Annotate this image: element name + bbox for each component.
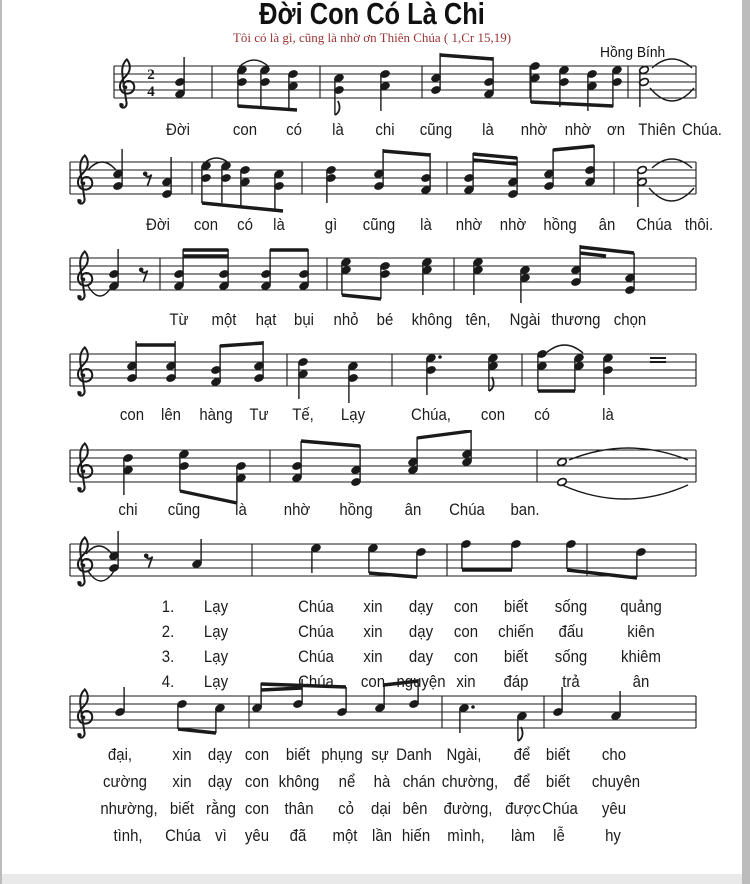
lyric-syllable: dại xyxy=(371,799,391,818)
lyric-syllable: con xyxy=(244,799,270,818)
augmentation-dot xyxy=(471,705,475,709)
beam xyxy=(383,151,430,155)
lyric-syllable: biết xyxy=(545,772,571,791)
lyric-syllable: hy xyxy=(605,826,621,845)
treble-clef-icon xyxy=(120,59,135,107)
lyric-syllable: con xyxy=(193,215,219,234)
lyric-syllable: lễ xyxy=(553,826,565,845)
lyric-syllable: Lạy xyxy=(203,647,229,666)
lyric-syllable: để xyxy=(513,745,531,764)
beam xyxy=(473,154,517,158)
staff-system-2 xyxy=(2,142,742,220)
verse-continuation-line-2 xyxy=(2,772,742,794)
verse-line-4 xyxy=(2,672,742,694)
lyric-syllable: con xyxy=(244,745,270,764)
lyric-syllable: ân xyxy=(632,672,650,691)
lyric-syllable: nể xyxy=(338,772,356,791)
lyric-syllable: biết xyxy=(169,799,195,818)
lyric-syllable: hạt xyxy=(255,310,277,329)
lyric-syllable: gì xyxy=(324,215,338,234)
verse-number: 3. xyxy=(161,647,175,666)
lyric-syllable: xin xyxy=(363,647,383,666)
lyric-syllable: Lạy xyxy=(340,405,366,424)
viewer-right-edge xyxy=(742,0,750,884)
lyric-syllable: xin xyxy=(456,672,476,691)
scripture-subtitle: Tôi có là gì, cũng là nhờ ơn Thiên Chúa ( 1,Cr 15,19) xyxy=(232,30,512,45)
lyric-syllable: Đời xyxy=(166,120,190,139)
lyric-syllable: con xyxy=(119,405,145,424)
verse-line-3 xyxy=(2,647,742,669)
lyric-syllable: cỏ xyxy=(338,799,354,818)
lyric-syllable: nhường, xyxy=(100,799,158,818)
lyric-syllable: yêu xyxy=(601,799,627,818)
lyric-syllable: làm xyxy=(510,826,536,845)
time-signature-numerator: 2 xyxy=(147,67,155,83)
tie-arc xyxy=(652,59,692,68)
lyric-syllable: Từ xyxy=(169,310,189,329)
music-score xyxy=(2,0,742,874)
lyric-syllable: sống xyxy=(554,647,588,666)
tie-arc xyxy=(88,162,116,170)
augmentation-dot xyxy=(438,355,442,359)
staff-system-1 xyxy=(2,46,742,124)
lyric-syllable: con xyxy=(453,622,479,641)
lyric-syllable: trả xyxy=(562,672,580,691)
lyric-syllable: bé xyxy=(376,310,394,329)
lyric-line xyxy=(2,215,742,237)
lyric-syllable: là xyxy=(420,215,432,234)
beam xyxy=(178,729,216,733)
lyric-syllable: là xyxy=(602,405,614,424)
beam xyxy=(220,343,263,346)
lyric-syllable: ân xyxy=(598,215,616,234)
verse-number: 4. xyxy=(161,672,175,691)
staff-system-6 xyxy=(2,524,742,602)
page-title: Đời Con Có Là Chi xyxy=(259,0,485,31)
lyric-syllable: sống xyxy=(554,597,588,616)
beam xyxy=(342,295,381,299)
lyric-syllable: ban. xyxy=(510,500,540,519)
lyric-syllable: xin xyxy=(363,622,383,641)
lyric-syllable: lần xyxy=(372,826,392,845)
lyric-syllable: Chúa, xyxy=(411,405,451,424)
lyric-syllable: biết xyxy=(503,597,529,616)
lyric-line xyxy=(2,405,742,427)
treble-clef-icon xyxy=(78,689,93,737)
beam xyxy=(301,441,360,446)
verse-continuation-line-1 xyxy=(2,745,742,767)
lyric-syllable: Lạy xyxy=(203,622,229,641)
beam xyxy=(580,253,606,256)
lyric-syllable: khiêm xyxy=(621,647,661,666)
beam xyxy=(580,247,634,253)
eighth-rest-icon xyxy=(144,174,152,186)
lyric-syllable: một xyxy=(211,310,237,329)
lyric-syllable: chi xyxy=(375,120,395,139)
lyric-syllable: Chúa xyxy=(298,647,334,666)
composer-name: Hồng Bính xyxy=(600,44,666,61)
lyric-syllable: vì xyxy=(215,826,227,845)
lyric-syllable: rằng xyxy=(206,799,236,818)
lyric-syllable: hiến xyxy=(401,826,431,845)
lyric-syllable: đáp xyxy=(503,672,529,691)
lyric-syllable: cường xyxy=(103,772,147,791)
lyric-syllable: cho xyxy=(601,745,627,764)
lyric-syllable: con xyxy=(480,405,506,424)
staff-system-5 xyxy=(2,430,742,508)
lyric-syllable: đại, xyxy=(107,745,133,764)
lyric-syllable: thương xyxy=(551,310,601,329)
eighth-rest-icon xyxy=(140,270,148,282)
lyric-syllable: có xyxy=(534,405,550,424)
lyric-syllable: nguyện xyxy=(396,672,446,691)
lyric-syllable: con xyxy=(244,772,270,791)
lyric-line xyxy=(2,310,742,332)
lyric-syllable: chuyên xyxy=(591,772,641,791)
lyric-syllable: không xyxy=(411,310,453,329)
lyric-syllable: Chúa xyxy=(449,500,485,519)
lyric-syllable: Chúa xyxy=(542,799,578,818)
lyric-syllable: đấu xyxy=(558,622,584,641)
lyric-syllable: chi xyxy=(118,500,138,519)
lyric-syllable: hồng xyxy=(543,215,577,234)
treble-clef-icon xyxy=(78,537,93,585)
beam xyxy=(238,106,297,110)
lyric-syllable: biết xyxy=(503,647,529,666)
lyric-syllable: Chúa xyxy=(298,597,334,616)
lyric-syllable: dạy xyxy=(207,772,233,791)
lyric-syllable: nhờ xyxy=(520,120,548,139)
lyric-syllable: dạy xyxy=(408,597,434,616)
lyric-syllable: Ngài xyxy=(509,310,541,329)
lyric-syllable: Thiên xyxy=(638,120,676,139)
lyric-syllable: cũng xyxy=(167,500,201,519)
lyric-syllable: Đời xyxy=(146,215,170,234)
lyric-syllable: Chúa xyxy=(636,215,672,234)
lyric-syllable: biết xyxy=(285,745,311,764)
lyric-syllable: Lạy xyxy=(203,672,229,691)
lyric-syllable: chán xyxy=(402,772,436,791)
staff-system-4 xyxy=(2,334,742,412)
lyric-syllable: bên xyxy=(402,799,428,818)
score-page xyxy=(2,0,742,874)
lyric-syllable: con xyxy=(453,647,479,666)
lyric-syllable: mình, xyxy=(447,826,485,845)
lyric-syllable: con xyxy=(232,120,258,139)
lyric-syllable: hàng xyxy=(199,405,233,424)
lyric-syllable: Chúa xyxy=(165,826,201,845)
lyric-syllable: đã xyxy=(289,826,307,845)
lyric-syllable: chường, xyxy=(441,772,499,791)
lyric-syllable: cũng xyxy=(419,120,453,139)
tie-arc xyxy=(546,345,583,353)
lyric-syllable: Lạy xyxy=(203,597,229,616)
beam xyxy=(553,146,594,150)
lyric-syllable: tình, xyxy=(113,826,143,845)
lyric-syllable: nhờ xyxy=(564,120,592,139)
lyric-syllable: quảng xyxy=(620,597,662,616)
lyric-syllable: dạy xyxy=(207,745,233,764)
eighth-flag xyxy=(489,377,494,391)
lyric-line xyxy=(2,500,742,522)
lyric-syllable: Chúa. xyxy=(682,120,722,139)
treble-clef-icon xyxy=(78,443,93,491)
lyric-syllable: được xyxy=(505,799,541,818)
verse-line-1 xyxy=(2,597,742,619)
lyric-syllable: phụng xyxy=(321,745,363,764)
lyric-syllable: nhỏ xyxy=(333,310,359,329)
lyric-syllable: nhờ xyxy=(455,215,483,234)
treble-clef-icon xyxy=(78,155,93,203)
beam xyxy=(473,160,517,164)
tie-arc xyxy=(86,546,112,554)
beam xyxy=(440,55,493,59)
time-signature-denominator: 4 xyxy=(147,84,155,100)
lyric-syllable: Ngài, xyxy=(446,745,482,764)
eighth-rest-icon xyxy=(145,556,153,568)
lyric-syllable: Tư xyxy=(249,405,269,424)
tie-arc xyxy=(88,286,112,296)
lyric-syllable: hà xyxy=(373,772,391,791)
lyric-syllable: ơn xyxy=(606,120,626,139)
beam xyxy=(417,431,471,438)
lyric-syllable: con xyxy=(453,597,479,616)
verse-continuation-line-3 xyxy=(2,799,742,821)
lyric-syllable: có xyxy=(286,120,302,139)
verse-number: 2. xyxy=(161,622,175,641)
lyric-syllable: sự xyxy=(371,745,389,764)
lyric-syllable: hồng xyxy=(339,500,373,519)
beam xyxy=(567,570,637,578)
lyric-syllable: một xyxy=(332,826,358,845)
lyric-syllable: biết xyxy=(545,745,571,764)
lyric-syllable: bụi xyxy=(294,310,314,329)
lyric-syllable: đường, xyxy=(443,799,493,818)
treble-clef-icon xyxy=(78,347,93,395)
verse-line-2 xyxy=(2,622,742,644)
lyric-syllable: lên xyxy=(161,405,181,424)
lyric-syllable: Danh xyxy=(396,745,432,764)
lyric-syllable: xin xyxy=(172,772,192,791)
lyric-syllable: con xyxy=(360,672,386,691)
lyric-syllable: yêu xyxy=(244,826,270,845)
lyric-syllable: tên, xyxy=(465,310,491,329)
tie-arc xyxy=(652,159,692,168)
eighth-flag xyxy=(335,101,340,115)
lyric-syllable: chọn xyxy=(613,310,647,329)
lyric-syllable: là xyxy=(332,120,344,139)
lyric-syllable: không xyxy=(278,772,320,791)
lyric-syllable: thôi. xyxy=(684,215,714,234)
lyric-syllable: ân xyxy=(404,500,422,519)
lyric-syllable: Chúa xyxy=(298,622,334,641)
lyric-syllable: kiên xyxy=(627,622,655,641)
staff-system-3 xyxy=(2,238,742,316)
lyric-syllable: cũng xyxy=(362,215,396,234)
lyric-syllable: Chúa xyxy=(298,672,334,691)
lyric-syllable: chiến xyxy=(498,622,534,641)
lyric-syllable: xin xyxy=(172,745,192,764)
tie-arc xyxy=(562,485,688,499)
lyric-syllable: là xyxy=(482,120,494,139)
lyric-line xyxy=(2,120,742,142)
lyric-syllable: có xyxy=(237,215,253,234)
verse-number: 1. xyxy=(161,597,175,616)
lyric-syllable: day xyxy=(408,647,434,666)
verse-continuation-line-4 xyxy=(2,826,742,848)
lyric-syllable: dạy xyxy=(408,622,434,641)
lyric-syllable: Tế, xyxy=(292,405,314,424)
lyric-syllable: xin xyxy=(363,597,383,616)
lyric-syllable: để xyxy=(513,772,531,791)
notehead xyxy=(557,457,568,466)
lyric-syllable: thân xyxy=(284,799,314,818)
lyric-syllable: nhờ xyxy=(499,215,527,234)
beam xyxy=(531,102,613,106)
treble-clef-icon xyxy=(78,251,93,299)
lyric-syllable: là xyxy=(273,215,285,234)
beam xyxy=(202,203,283,211)
lyric-syllable: nhờ xyxy=(283,500,311,519)
lyric-syllable: là xyxy=(235,500,247,519)
